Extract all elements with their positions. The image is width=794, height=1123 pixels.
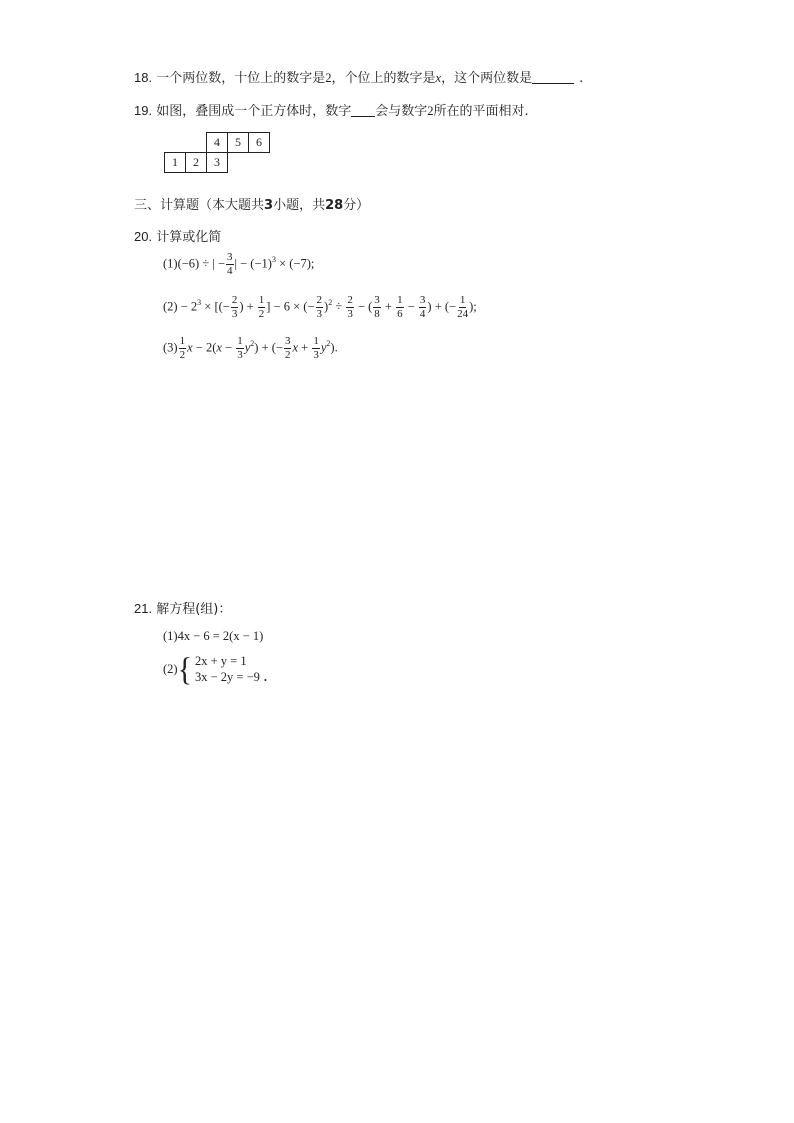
question-number: 19. [134,103,153,118]
answer-blank[interactable] [532,71,574,84]
equation: 2x + y = 1 [194,654,247,668]
net-cell: 6 [249,133,270,153]
question-text: 一个两位数，十位上的数字是 [156,71,326,86]
question-number: 20. [134,229,153,244]
question-number: 21. [134,601,153,616]
question-text: ，个位上的数字是 [331,71,436,86]
question-text: 所在的平面相对. [433,104,529,119]
net-cell: 3 [207,153,228,173]
question-18 [134,67,583,86]
equation: 3x − 2y = −9 [194,669,260,684]
question-title: 解方程(组)： [156,602,232,617]
expression-20-3: (3) $\frac{1}{2}$ x − 2(x − $\frac{1}{3}$ $y^2$) + (− $\frac{3}{2}$ x + $\frac{1}{3}$ $y^2$). [163,335,338,361]
expression-20-2: $(2) - 2^3$ × [(− $\frac{2}{3}$ ) + $\frac{1}{2}$ ] − 6 × (− $\frac{2}{3}$ )$^2$ ÷ $\frac{2}{3}$ − ( $\frac{3}{8}$ + $\frac{1}{6}$ − $\frac{3}{4}$ ) + (− $\frac{1}{24}$ ); [163,294,477,320]
section-heading [134,194,369,213]
question-20 [134,226,221,245]
equation: 4x − 6 = 2(x − 1) [177,629,264,643]
net-cell: 4 [207,133,228,153]
total-score: 28 [325,198,344,213]
answer-blank[interactable] [351,104,375,117]
digit-value: 2 [325,71,332,85]
net-cell: 1 [165,153,186,173]
cube-net [164,132,270,173]
period: . [263,669,268,684]
question-text: 如图，叠围成一个正方体时，数字 [156,104,352,119]
equation-system-21-2 [163,650,268,688]
equation-system [195,654,260,685]
part-label: (1) [163,629,178,643]
question-19 [134,100,529,119]
period: . [579,71,584,86]
question-title: 计算或化简 [156,230,222,245]
question-count: 3 [264,198,274,213]
equation-21-1 [163,629,263,644]
part-label: (3) [163,340,178,355]
section-label: 分） [343,198,370,213]
expression-20-1: (1)(−6) ÷ | − $\frac{3}{4}$ | − $(-1)^3 \times (-7)$; [163,251,315,277]
part-label: (2) [163,299,178,314]
net-cell: 5 [228,133,249,153]
digit-value: 2 [427,104,434,118]
section-label: 小题，共 [273,198,326,213]
net-cell: 2 [186,153,207,173]
question-number: 18. [134,70,153,85]
variable-x: x [435,71,442,85]
question-text: 会与数字 [375,104,428,119]
question-21 [134,598,231,617]
part-label: (2) [163,662,178,677]
brace-icon: { [177,650,192,688]
part-label: (1) [163,256,178,271]
section-label: 三、计算题（本大题共 [134,198,265,213]
question-text: ，这个两位数是 [441,71,533,86]
